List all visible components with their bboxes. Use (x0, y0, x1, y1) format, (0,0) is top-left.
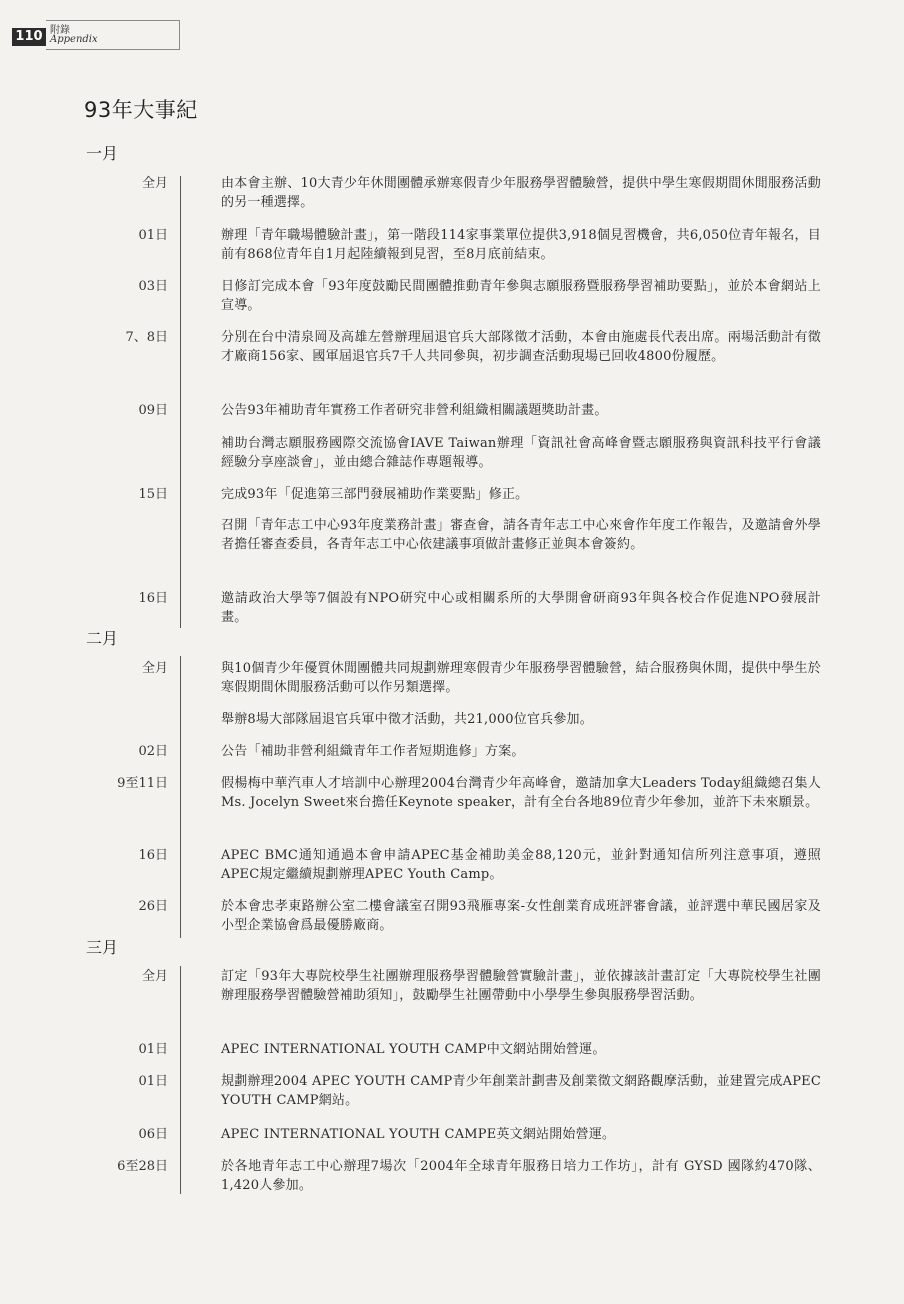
entry-date: 6至28日 (117, 1159, 168, 1174)
month-heading: 三月 (86, 938, 119, 957)
page-title: 93年大事紀 (84, 98, 198, 122)
entry-text: 公告「補助非營利組織青年工作者短期進修」方案。 (221, 744, 525, 759)
entry-text: 補助台灣志願服務國際交流協會IAVE Taiwan辦理「資訊社會高峰會暨志願服務與資訊科技平行會議經驗分享座談會」，並由總合雜誌作專題報導。 (221, 436, 821, 470)
header-section-en: Appendix (50, 34, 98, 45)
entry-date: 09日 (138, 403, 168, 418)
timeline-rule (180, 966, 181, 1194)
entry-date: 16日 (138, 591, 168, 606)
entry-text: 公告93年補助青年實務工作者研究非營利組織相關議題獎助計畫。 (221, 403, 608, 418)
entry-date: 01日 (138, 1074, 168, 1089)
entry-date: 02日 (138, 744, 168, 759)
entry-date: 03日 (138, 279, 168, 294)
entry-text: 規劃辦理2004 APEC YOUTH CAMP青少年創業計劃書及創業徵文網路觀摩活動，並建置完成APEC YOUTH CAMP網站。 (221, 1074, 821, 1108)
entry-date: 01日 (138, 1042, 168, 1057)
entry-text: 與10個青少年優質休閒團體共同規劃辦理寒假青少年服務學習體驗營，結合服務與休閒，提供中學生於寒假期間休閒服務活動可以作另類選擇。 (221, 661, 821, 695)
entry-text: 辦理「青年職場體驗計畫」，第一階段114家事業單位提供3,918個見習機會，共6,050位青年報名，目前有868位青年自1月起陸續報到見習，至8月底前結束。 (221, 228, 821, 262)
timeline-rule (180, 656, 181, 938)
entry-text: 日修訂完成本會「93年度鼓勵民間團體推動青年參與志願服務暨服務學習補助要點」，並於本會網站上宣導。 (221, 279, 821, 313)
entry-text: 假楊梅中華汽車人才培訓中心辦理2004台灣青少年高峰會，邀請加拿大Leaders Today組織總召集人Ms. Jocelyn Sweet來台擔任Keynote speaker，計有全台各地89位青少年參加，並許下未來願景。 (221, 776, 821, 810)
entry-text: 於各地青年志工中心辦理7場次「2004年全球青年服務日培力工作坊」，計有 GYSD 國隊約470隊、1,420人參加。 (221, 1159, 821, 1193)
entry-date: 26日 (138, 899, 168, 914)
entry-text: 由本會主辦、10大青少年休閒團體承辦寒假青少年服務學習體驗營，提供中學生寒假期間休閒服務活動的另一種選擇。 (221, 176, 821, 210)
entry-text: APEC INTERNATIONAL YOUTH CAMP中文網站開始營運。 (221, 1042, 606, 1057)
entry-text: 舉辦8場大部隊屆退官兵軍中徵才活動，共21,000位官兵參加。 (221, 712, 593, 727)
page-number: 110 (12, 28, 46, 46)
entry-date: 06日 (138, 1127, 168, 1142)
entry-date: 全月 (141, 969, 168, 984)
entry-date: 16日 (138, 848, 168, 863)
entry-text: 於本會忠孝東路辦公室二樓會議室召開93飛雁專案-女性創業育成班評審會議，並評選中華民國居家及小型企業協會爲最優勝廠商。 (221, 899, 821, 933)
entry-date: 9至11日 (117, 776, 168, 791)
entry-text: 邀請政治大學等7個設有NPO研究中心或相關系所的大學開會研商93年與各校合作促進NPO發展計畫。 (221, 591, 821, 625)
entry-text: 分別在台中清泉岡及高雄左營辦理屆退官兵大部隊徵才活動，本會由施處長代表出席。兩場活動計有徵才廠商156家、國軍屆退官兵7千人共同參與，初步調查活動現場已回收4800份履歷。 (221, 330, 821, 364)
entry-text: 訂定「93年大專院校學生社團辦理服務學習體驗營實驗計畫」，並依據該計畫訂定「大專院校學生社團辦理服務學習體驗營補助須知」，鼓勵學生社團帶動中小學學生參與服務學習活動。 (221, 969, 821, 1003)
entry-text: 召開「青年志工中心93年度業務計畫」審查會，請各青年志工中心來會作年度工作報告，及邀請會外學者擔任審查委員，各青年志工中心依建議事項做計畫修正並與本會簽約。 (221, 518, 821, 552)
entry-date: 全月 (141, 661, 168, 676)
timeline-rule (180, 176, 181, 628)
month-heading: 一月 (86, 144, 119, 163)
entry-text: APEC BMC通知通過本會申請APEC基金補助美金88,120元，並針對通知信所列注意事項，遵照APEC規定繼續規劃辦理APEC Youth Camp。 (221, 848, 821, 882)
entry-date: 01日 (138, 228, 168, 243)
month-heading: 二月 (86, 629, 119, 648)
entry-text: APEC INTERNATIONAL YOUTH CAMPE英文網站開始營運。 (221, 1127, 616, 1142)
entry-date: 7、8日 (125, 330, 168, 345)
header-section-cn: 附錄 (50, 25, 70, 36)
entry-text: 完成93年「促進第三部門發展補助作業要點」修正。 (221, 487, 529, 502)
entry-date: 全月 (141, 176, 168, 191)
entry-date: 15日 (138, 487, 168, 502)
